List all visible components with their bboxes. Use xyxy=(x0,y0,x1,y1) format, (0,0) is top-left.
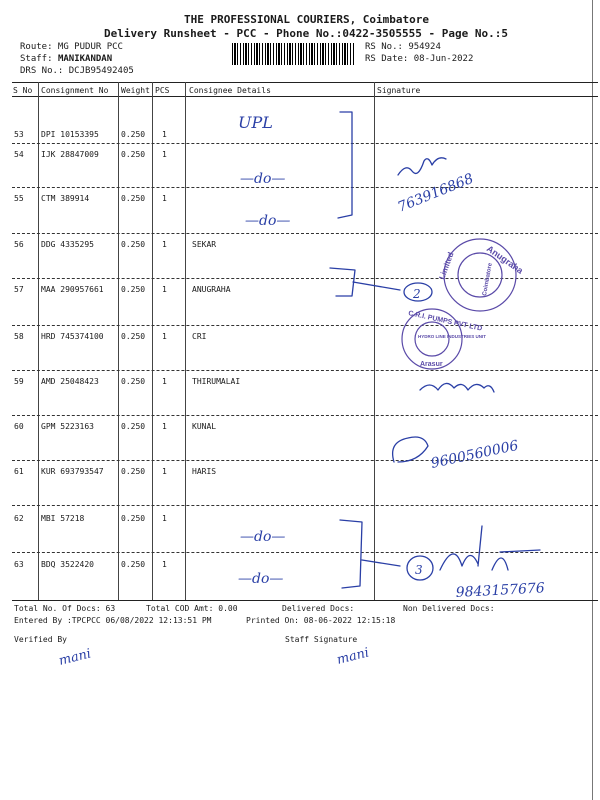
row-consignment: HRD 745374100 xyxy=(41,332,104,341)
arrow-mark xyxy=(362,560,400,566)
row-pcs: 1 xyxy=(162,130,167,139)
row-sno: 57 xyxy=(14,285,24,294)
phone-handwriting: 763916868 xyxy=(395,170,476,216)
col-consignment: Consignment No xyxy=(41,86,109,95)
col-consignee: Consignee Details xyxy=(189,86,271,95)
row-pcs: 1 xyxy=(162,150,167,159)
entered-by: Entered By :TPCPCC 06/08/2022 12:13:51 PM xyxy=(14,616,212,625)
row-sno: 55 xyxy=(14,194,24,203)
arrow-mark xyxy=(353,282,400,290)
runsheet-title: Delivery Runsheet - PCC - Phone No.:0422-3505555 - Page No.:5 xyxy=(104,27,508,40)
row-consignment: AMD 25048423 xyxy=(41,377,99,386)
rs-date: RS Date: 08-Jun-2022 xyxy=(365,54,474,64)
route-label: Route: MG PUDUR PCC xyxy=(20,42,123,52)
row-consignee: THIRUMALAI xyxy=(192,377,241,386)
staff-label: Staff: xyxy=(20,54,53,64)
company-title: THE PROFESSIONAL COURIERS, Coimbatore xyxy=(184,13,430,26)
stamp-text: HYDRO LINE INDUSTRIES UNIT xyxy=(418,334,487,339)
row-sno: 59 xyxy=(14,377,24,386)
row-consignment: DPI 10153395 xyxy=(41,130,99,139)
row-weight: 0.250 xyxy=(121,240,146,249)
row-pcs: 1 xyxy=(162,560,167,569)
row-sno: 56 xyxy=(14,240,24,249)
total-docs: Total No. Of Docs: 63 xyxy=(14,604,116,613)
signature-scribble xyxy=(393,437,428,462)
staff-name: MANIKANDAN xyxy=(57,54,113,64)
signature-scribble xyxy=(420,383,494,392)
row-sno: 58 xyxy=(14,332,24,341)
row-consignment: BDQ 3522420 xyxy=(41,560,94,569)
row-consignee: SEKAR xyxy=(192,240,217,249)
drs-number: DRS No.: DCJB95492405 xyxy=(20,66,134,76)
row-pcs: 1 xyxy=(162,514,167,523)
signature-scribble xyxy=(398,158,446,175)
row-consignment: MAA 290957661 xyxy=(41,285,104,294)
row-sno: 62 xyxy=(14,514,24,523)
signature-scribble xyxy=(440,526,540,570)
row-weight: 0.250 xyxy=(121,194,146,203)
row-pcs: 1 xyxy=(162,194,167,203)
row-pcs: 1 xyxy=(162,332,167,341)
row-consignment: IJK 28847009 xyxy=(41,150,99,159)
stamp-text: Arasur xyxy=(420,361,443,368)
row-consignment: CTM 389914 xyxy=(41,194,90,203)
printed-on: Printed On: 08-06-2022 12:15:18 xyxy=(246,616,396,625)
row-weight: 0.250 xyxy=(121,422,146,431)
bracket-mark xyxy=(338,112,352,218)
row-weight: 0.250 xyxy=(121,560,146,569)
row-weight: 0.250 xyxy=(121,467,146,476)
col-pcs: PCS xyxy=(155,86,170,95)
bracket-mark xyxy=(340,520,362,588)
row-weight: 0.250 xyxy=(121,285,146,294)
row-consignment: KUR 693793547 xyxy=(41,467,104,476)
row-weight: 0.250 xyxy=(121,514,146,523)
delivered-docs: Delivered Docs: xyxy=(282,604,355,613)
phone-handwriting: 9600560006 xyxy=(429,437,520,472)
stamp-text: C.R.I. PUMPS PVT LTD xyxy=(407,310,483,333)
row-consignee: CRI xyxy=(192,332,207,341)
rs-number: RS No.: 954924 xyxy=(365,42,441,52)
upl-handwriting: UPL xyxy=(238,113,273,132)
row-pcs: 1 xyxy=(162,467,167,476)
row-weight: 0.250 xyxy=(121,332,146,341)
staff-signature-label: Staff Signature xyxy=(285,635,358,644)
row-consignee: KUNAL xyxy=(192,422,217,431)
bracket-mark xyxy=(330,268,355,296)
circled-number: 2 xyxy=(413,287,421,301)
row-consignee: HARIS xyxy=(192,467,217,476)
row-consignment: GPM 5223163 xyxy=(41,422,94,431)
row-sno: 63 xyxy=(14,560,24,569)
col-weight: Weight xyxy=(121,86,150,95)
row-sno: 61 xyxy=(14,467,24,476)
total-cod: Total COD Amt: 0.00 xyxy=(146,604,238,613)
ditto-handwriting: —do— xyxy=(240,171,286,187)
cri-pumps-stamp xyxy=(402,309,486,369)
stamp-text: Coimbatore xyxy=(482,262,494,297)
verified-by: Verified By xyxy=(14,635,67,644)
row-consignee: ANUGRAHA xyxy=(192,285,231,294)
ditto-handwriting: —do— xyxy=(238,571,284,587)
non-delivered-docs: Non Delivered Docs: xyxy=(403,604,495,613)
stamp-text: Anugraha xyxy=(484,243,526,276)
row-consignment: MBI 57218 xyxy=(41,514,85,523)
col-sno: S No xyxy=(13,86,33,95)
row-sno: 60 xyxy=(14,422,24,431)
anugraha-stamp xyxy=(437,239,525,311)
row-sno: 53 xyxy=(14,130,24,139)
row-consignment: DDG 4335295 xyxy=(41,240,94,249)
stamp-text: Limited xyxy=(437,250,456,281)
circled-number: 3 xyxy=(415,563,423,577)
row-pcs: 1 xyxy=(162,377,167,386)
row-pcs: 1 xyxy=(162,240,167,249)
ditto-handwriting: —do— xyxy=(240,529,286,545)
row-weight: 0.250 xyxy=(121,150,146,159)
row-pcs: 1 xyxy=(162,422,167,431)
row-sno: 54 xyxy=(14,150,24,159)
row-pcs: 1 xyxy=(162,285,167,294)
ditto-handwriting: —do— xyxy=(245,213,291,229)
col-signature: Signature xyxy=(377,86,421,95)
initials-handwriting: mani xyxy=(335,645,371,668)
row-weight: 0.250 xyxy=(121,130,146,139)
row-weight: 0.250 xyxy=(121,377,146,386)
phone-handwriting: 9843157676 xyxy=(455,580,546,601)
initials-handwriting: mani xyxy=(57,646,93,669)
